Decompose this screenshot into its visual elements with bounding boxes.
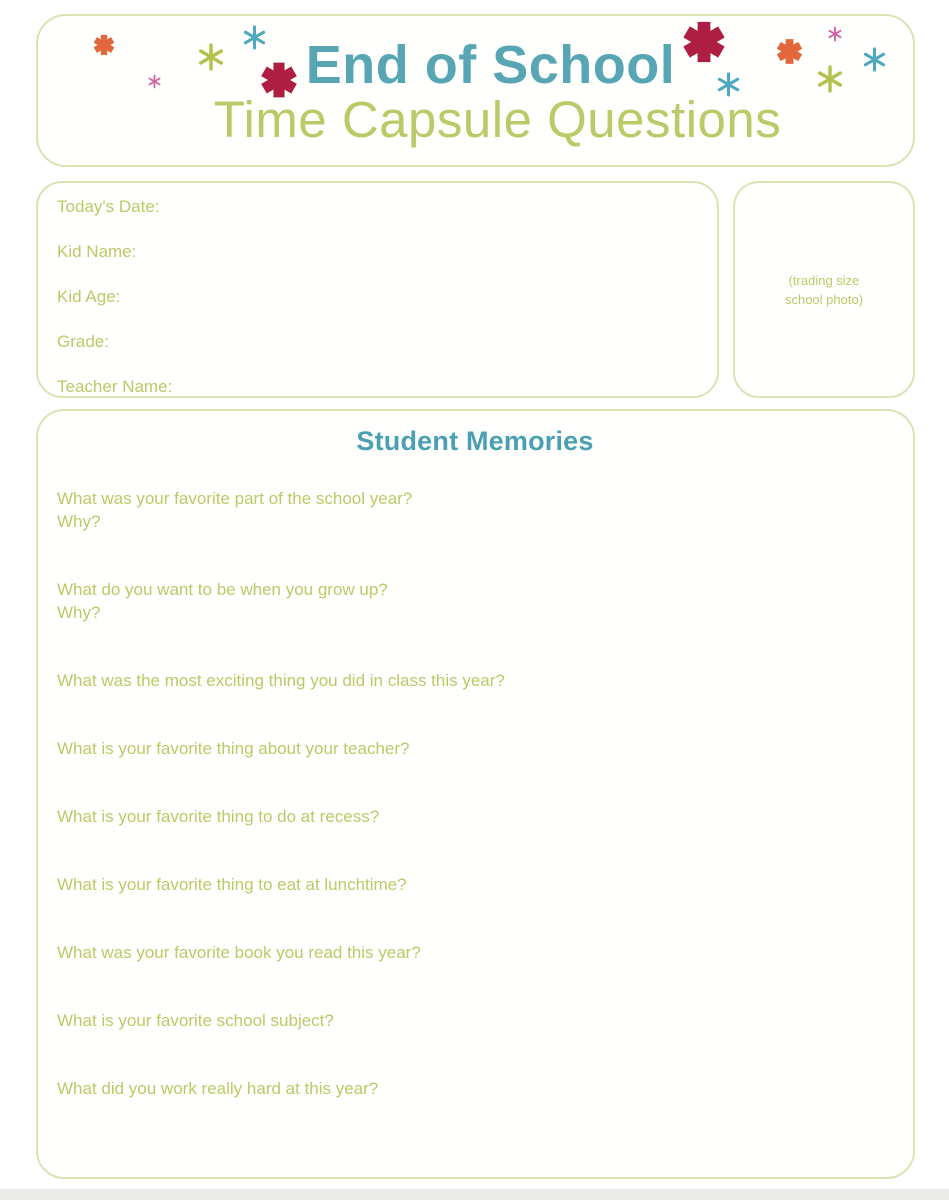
question-line: What is your favorite school subject?	[57, 1011, 334, 1030]
question-item	[57, 669, 893, 692]
question-item	[57, 578, 893, 624]
field-label-teacher-name: Teacher Name:	[57, 377, 173, 396]
question-line: What was the most exciting thing you did in class this year?	[57, 671, 505, 690]
question-line: What is your favorite thing to do at recess?	[57, 807, 380, 826]
header-banner	[36, 14, 915, 167]
question-line: What was your favorite book you read this year?	[57, 943, 421, 962]
photo-placeholder-line-1: (trading size	[788, 272, 860, 288]
photo-placeholder-line-2: school photo)	[784, 291, 864, 307]
question-line: What do you want to be when you grow up?	[57, 580, 388, 599]
question-item	[57, 1009, 893, 1032]
question-line: What is your favorite thing to eat at lunchtime?	[57, 875, 407, 894]
student-info-box	[36, 181, 719, 398]
section-title: Student Memories	[356, 426, 594, 456]
question-item	[57, 873, 893, 896]
student-info-fields	[57, 197, 717, 422]
field-label-todays-date: Today's Date:	[57, 197, 160, 216]
photo-placeholder-box	[733, 181, 915, 398]
question-item	[57, 941, 893, 964]
question-item	[57, 487, 893, 533]
question-line: What did you work really hard at this year?	[57, 1079, 379, 1098]
field-label-kid-name: Kid Name:	[57, 242, 137, 261]
question-line: Why?	[57, 512, 101, 531]
question-item	[57, 805, 893, 828]
page-title-line-2: Time Capsule Questions	[213, 91, 782, 148]
page-bottom-edge	[0, 1189, 949, 1200]
field-label-kid-age: Kid Age:	[57, 287, 121, 306]
field-label-grade: Grade:	[57, 332, 109, 351]
question-line: Why?	[57, 603, 101, 622]
questions-list	[57, 487, 893, 1100]
photo-placeholder-text	[785, 271, 863, 309]
question-item	[57, 737, 893, 760]
question-line: What is your favorite thing about your teacher?	[57, 739, 410, 758]
question-line: What was your favorite part of the school year?	[57, 489, 413, 508]
student-memories-section	[36, 409, 915, 1179]
question-item	[57, 1077, 893, 1100]
page-title-line-1: End of School	[305, 35, 676, 95]
